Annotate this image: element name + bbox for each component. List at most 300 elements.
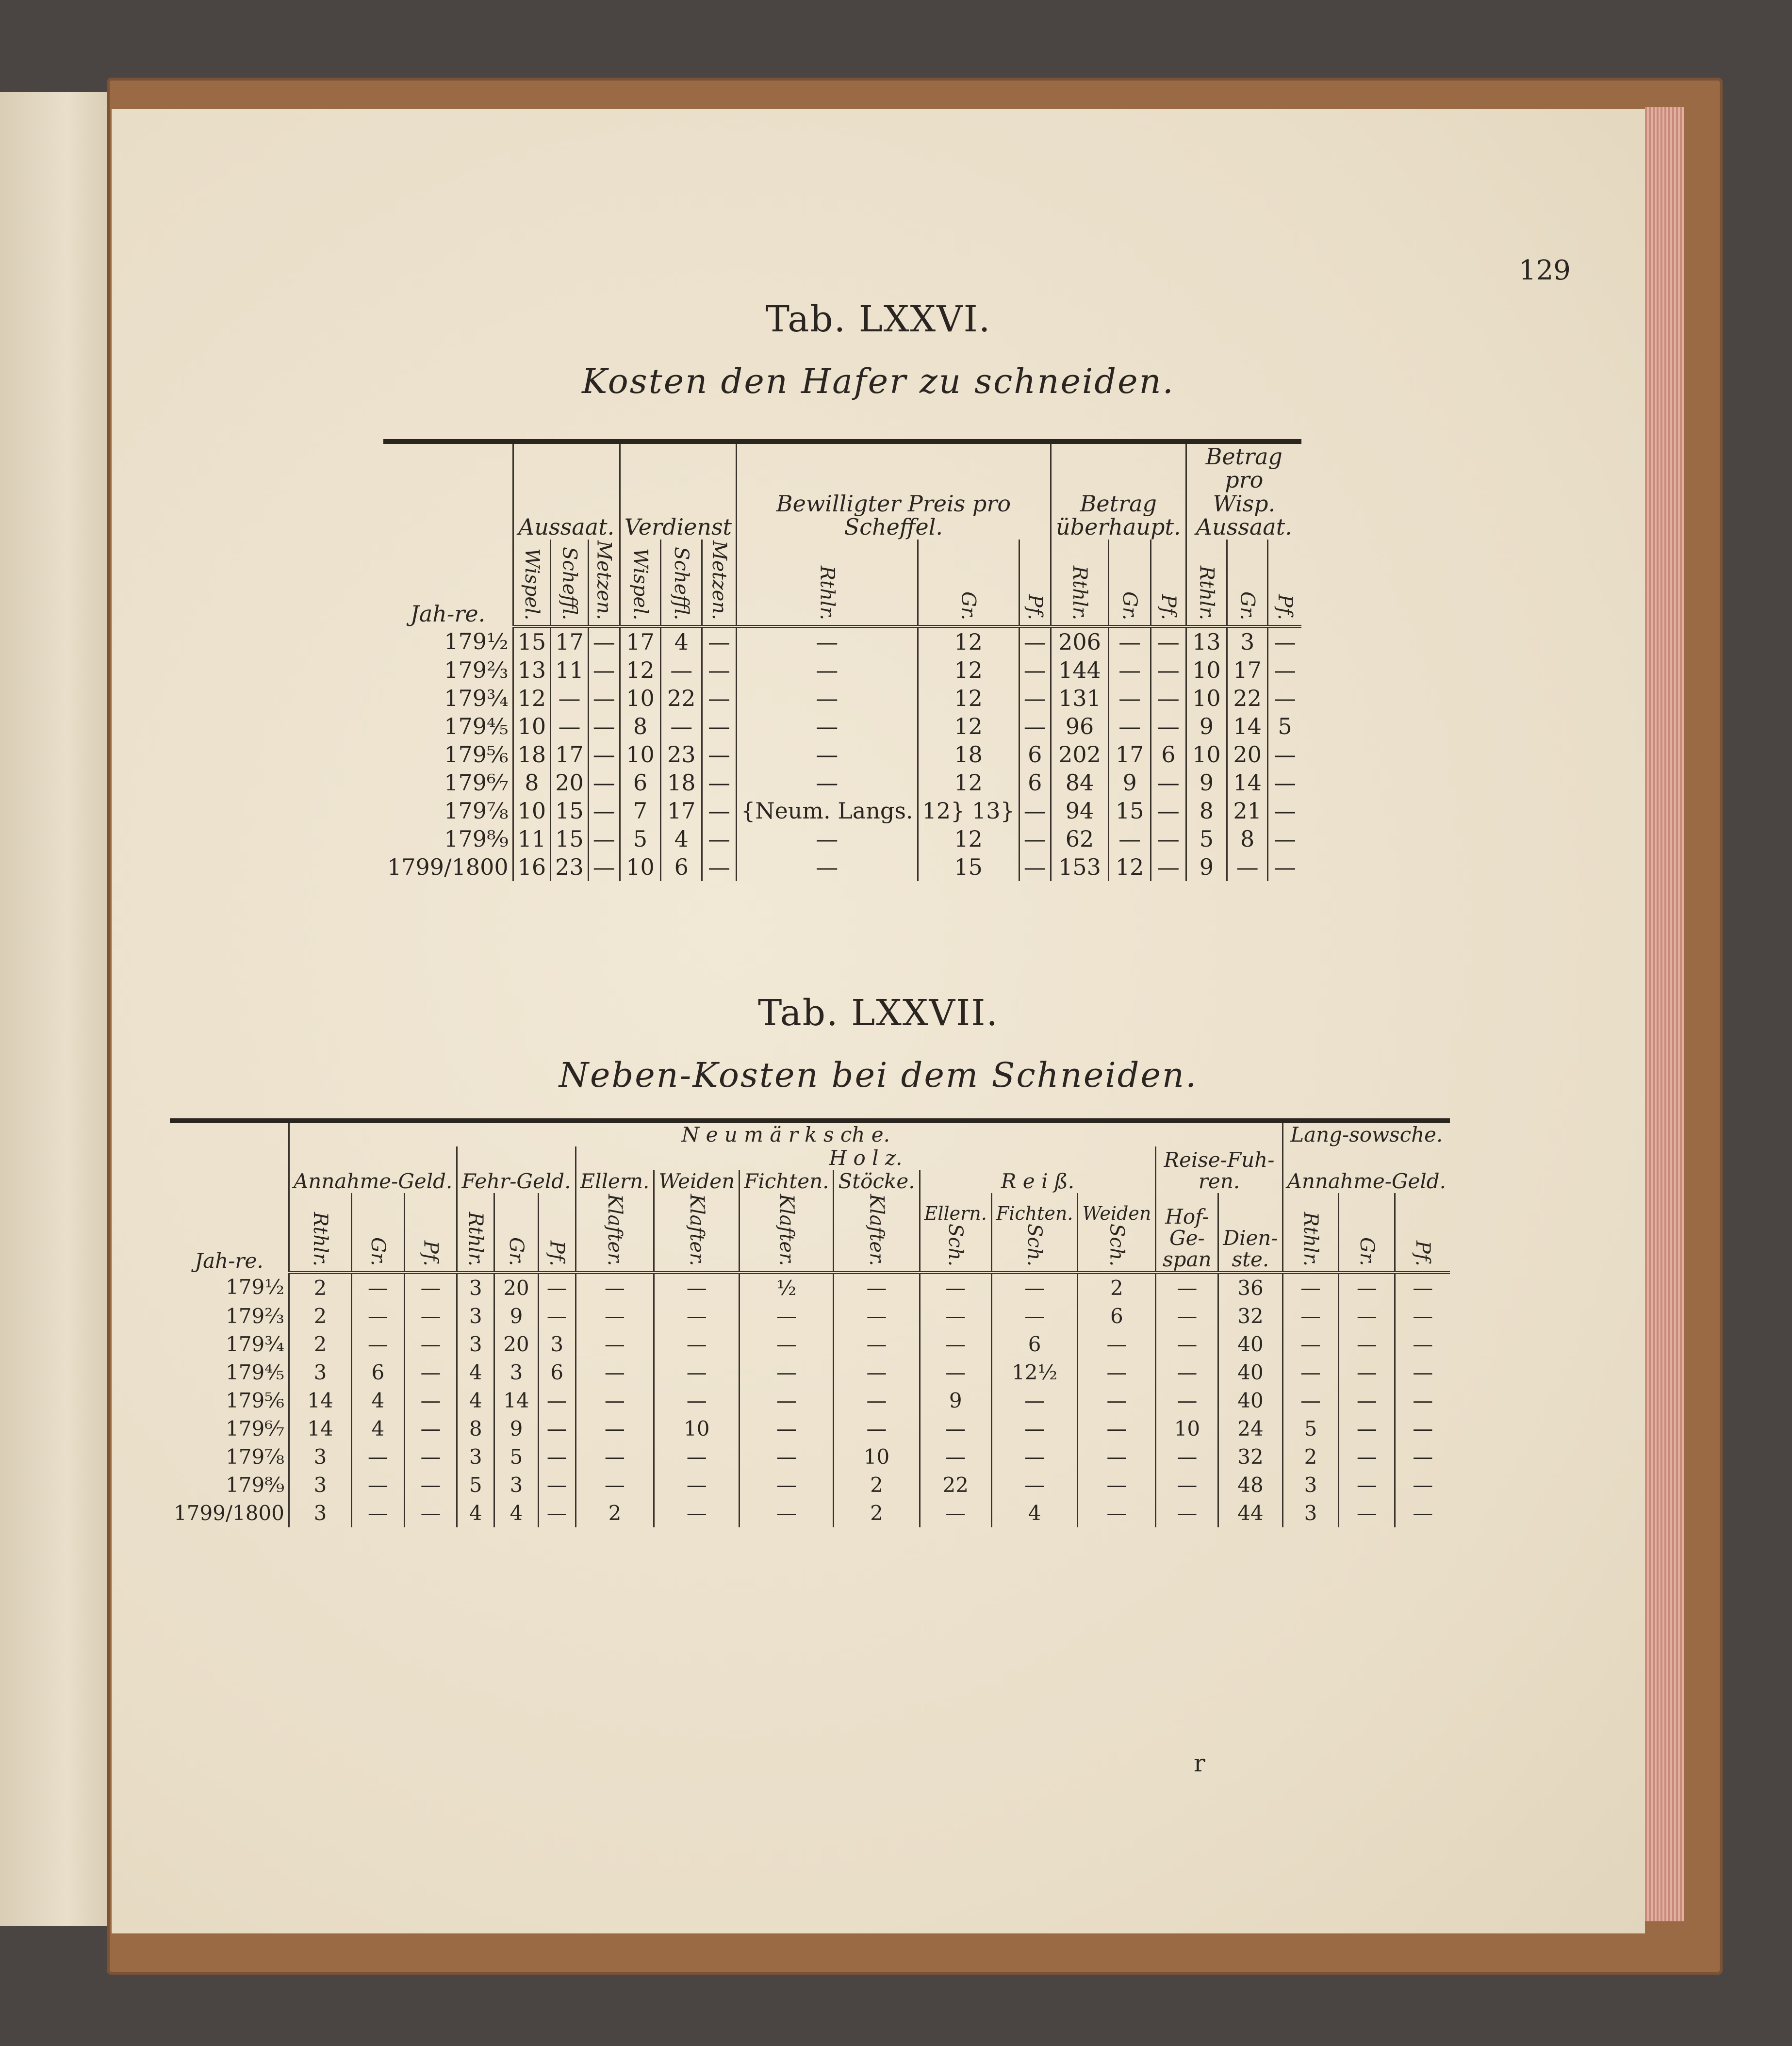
col-holz: H o l z. <box>575 1146 1156 1170</box>
value-cell: — <box>702 740 737 769</box>
value-cell: 12 <box>918 825 1019 853</box>
value-cell: — <box>1395 1499 1450 1527</box>
col-hofgespan: Hof-Ge-span <box>1156 1193 1218 1273</box>
table-row <box>170 1359 1450 1387</box>
value-cell: — <box>1078 1330 1156 1359</box>
value-cell: — <box>1151 797 1186 825</box>
value-cell: — <box>991 1273 1078 1302</box>
value-cell: — <box>920 1443 991 1471</box>
value-cell: 131 <box>1051 684 1109 712</box>
value-cell: 3 <box>289 1471 351 1499</box>
value-cell: 48 <box>1218 1471 1282 1499</box>
value-cell: — <box>702 626 737 656</box>
subheader-cell: Gr. <box>352 1193 405 1273</box>
value-cell: 15 <box>551 797 589 825</box>
value-cell: 12 <box>918 684 1019 712</box>
table2-subtitle: Neben-Kosten bei dem Schneiden. <box>559 1055 1198 1095</box>
value-cell: — <box>1078 1387 1156 1415</box>
col-ellern: Ellern. <box>575 1170 654 1193</box>
value-cell: — <box>920 1302 991 1330</box>
subheader-cell: Fichten. Sch. <box>991 1193 1078 1273</box>
value-cell: 14 <box>1227 769 1268 797</box>
value-cell: — <box>551 712 589 740</box>
value-cell: — <box>654 1471 740 1499</box>
subheader-cell: Scheffl. <box>661 540 702 626</box>
value-cell: — <box>654 1387 740 1415</box>
subheader-cell: Klafter. <box>654 1193 740 1273</box>
subheader-cell: Metzen. <box>702 540 737 626</box>
year-cell: 179½ <box>226 1275 284 1299</box>
value-cell: — <box>737 684 918 712</box>
value-cell: — <box>575 1387 654 1415</box>
value-cell: — <box>991 1471 1078 1499</box>
value-cell: 32 <box>1218 1302 1282 1330</box>
year-cell: 179¾ <box>444 685 509 712</box>
col-langs-annahme: Annahme-Geld. <box>1282 1146 1450 1193</box>
value-cell: — <box>737 626 918 656</box>
page-number: 129 <box>1519 255 1571 286</box>
value-cell: — <box>1109 626 1151 656</box>
value-cell: 12 <box>513 684 551 712</box>
value-cell: 8 <box>620 712 661 740</box>
year-cell: 179⅘ <box>226 1360 284 1384</box>
value-cell: — <box>654 1499 740 1527</box>
value-cell: 10 <box>620 684 661 712</box>
value-cell: — <box>702 684 737 712</box>
subheader-cell: Pf. <box>404 1193 457 1273</box>
value-cell: 4 <box>661 626 702 656</box>
table1-title: Tab. LXXVI. <box>765 298 991 340</box>
value-cell: 3 <box>1227 626 1268 656</box>
value-cell: — <box>1395 1330 1450 1359</box>
subheader-cell: Rthlr. <box>457 1193 494 1273</box>
value-cell: 94 <box>1051 797 1109 825</box>
value-cell: 5 <box>494 1443 538 1471</box>
value-cell: 3 <box>289 1359 351 1387</box>
subheader-cell: Klafter. <box>740 1193 834 1273</box>
reiss-sub-label: Fichten. <box>996 1202 1073 1224</box>
col-reiss: R e i ß. <box>920 1170 1156 1193</box>
value-cell: — <box>1339 1415 1395 1443</box>
value-cell: 10 <box>1186 684 1227 712</box>
value-cell: — <box>1268 853 1301 881</box>
value-cell: 11 <box>513 825 551 853</box>
value-cell: — <box>1151 712 1186 740</box>
value-cell: 6 <box>661 853 702 881</box>
value-cell: 7 <box>620 797 661 825</box>
value-cell: — <box>1282 1387 1339 1415</box>
value-cell: — <box>1395 1359 1450 1387</box>
value-cell: — <box>1019 797 1051 825</box>
table-row <box>170 1273 1450 1302</box>
value-cell: 9 <box>1186 712 1227 740</box>
year-cell: 179⁸⁄₉ <box>226 1473 284 1497</box>
table-row <box>170 1330 1450 1359</box>
value-cell: 36 <box>1218 1273 1282 1302</box>
table-row <box>383 684 1301 712</box>
value-cell: — <box>834 1415 920 1443</box>
value-cell: 153 <box>1051 853 1109 881</box>
subheader-cell: Pf. <box>1268 540 1301 626</box>
value-cell: — <box>702 853 737 881</box>
value-cell: — <box>1151 853 1186 881</box>
value-cell: — <box>1019 684 1051 712</box>
value-cell: 3 <box>457 1330 494 1359</box>
value-cell: 12 <box>918 769 1019 797</box>
value-cell: — <box>575 1359 654 1387</box>
subheader-cell: Pf. <box>1395 1193 1450 1273</box>
value-cell: 3 <box>1282 1499 1339 1527</box>
value-cell: 17 <box>551 740 589 769</box>
value-cell: 20 <box>494 1330 538 1359</box>
value-cell: — <box>588 769 620 797</box>
subheader-cell: Weiden Sch. <box>1078 1193 1156 1273</box>
subheader-cell: Pf. <box>538 1193 575 1273</box>
value-cell: — <box>575 1471 654 1499</box>
value-cell: — <box>1395 1273 1450 1302</box>
value-cell: — <box>737 825 918 853</box>
value-cell: 6 <box>620 769 661 797</box>
value-cell: 10 <box>1156 1415 1218 1443</box>
value-cell: 3 <box>457 1302 494 1330</box>
year-cell: 179¾ <box>226 1332 284 1356</box>
value-cell: — <box>1282 1302 1339 1330</box>
value-cell: — <box>920 1273 991 1302</box>
value-cell: — <box>1268 626 1301 656</box>
value-cell: — <box>1339 1471 1395 1499</box>
value-cell: 14 <box>1227 712 1268 740</box>
value-cell: 14 <box>289 1387 351 1415</box>
year-cell: 179⅞ <box>226 1444 284 1469</box>
value-cell: — <box>740 1471 834 1499</box>
value-cell: 4 <box>352 1387 405 1415</box>
value-cell: 3 <box>457 1443 494 1471</box>
year-cell: 179⅞ <box>444 798 509 824</box>
value-cell: 8 <box>1186 797 1227 825</box>
value-cell: — <box>352 1443 405 1471</box>
value-cell: — <box>740 1499 834 1527</box>
year-cell: 179⁶⁄₇ <box>444 769 509 796</box>
value-cell: — <box>834 1302 920 1330</box>
value-cell: — <box>404 1359 457 1387</box>
col-langsowsche: Lang-sowsche. <box>1282 1121 1450 1146</box>
value-cell: — <box>1395 1471 1450 1499</box>
value-cell: 144 <box>1051 656 1109 684</box>
subheader-cell: Klafter. <box>575 1193 654 1273</box>
table-row <box>383 656 1301 684</box>
value-cell: — <box>654 1359 740 1387</box>
value-cell: 18 <box>661 769 702 797</box>
value-cell: 10 <box>513 712 551 740</box>
value-cell: 206 <box>1051 626 1109 656</box>
value-cell: 10 <box>620 740 661 769</box>
table-row <box>170 1302 1450 1330</box>
value-cell: — <box>1151 626 1186 656</box>
value-cell: — <box>1151 684 1186 712</box>
value-cell: 20 <box>551 769 589 797</box>
col-fehr: Fehr-Geld. <box>457 1146 575 1193</box>
value-cell: 8 <box>457 1415 494 1443</box>
year-cell: 1799/1800 <box>174 1501 284 1525</box>
table-row <box>170 1415 1450 1443</box>
value-cell: 6 <box>1078 1302 1156 1330</box>
value-cell: — <box>1109 712 1151 740</box>
value-cell: 17 <box>661 797 702 825</box>
value-cell: 6 <box>1019 769 1051 797</box>
value-cell: — <box>661 656 702 684</box>
value-cell: 2 <box>289 1302 351 1330</box>
value-cell: 3 <box>538 1330 575 1359</box>
value-cell: — <box>538 1443 575 1471</box>
value-cell: 6 <box>1019 740 1051 769</box>
value-cell: — <box>1395 1302 1450 1330</box>
value-cell: 3 <box>289 1443 351 1471</box>
value-cell: — <box>538 1471 575 1499</box>
value-cell: — <box>575 1415 654 1443</box>
year-cell: 179⅔ <box>226 1304 284 1328</box>
value-cell: 18 <box>513 740 551 769</box>
year-cell: 179⅘ <box>444 713 509 740</box>
value-cell: 12 <box>918 626 1019 656</box>
value-cell: 40 <box>1218 1387 1282 1415</box>
col-jahre: Jah-re. <box>170 1121 289 1273</box>
value-cell: — <box>1156 1443 1218 1471</box>
value-cell: 5 <box>1186 825 1227 853</box>
subheader-cell: Pf. <box>1151 540 1186 626</box>
value-cell: — <box>920 1330 991 1359</box>
value-cell: 13 <box>1186 626 1227 656</box>
col-annahme: Annahme-Geld. <box>289 1146 457 1193</box>
value-cell: 10 <box>1186 740 1227 769</box>
value-cell: 4 <box>352 1415 405 1443</box>
value-cell: — <box>1156 1387 1218 1415</box>
page-edges <box>1645 107 1684 1921</box>
value-cell: 5 <box>1282 1415 1339 1443</box>
value-cell: — <box>588 740 620 769</box>
right-page <box>112 109 1645 1933</box>
value-cell: 17 <box>620 626 661 656</box>
value-cell: 9 <box>1109 769 1151 797</box>
subheader-cell: Rthlr. <box>289 1193 351 1273</box>
value-cell: — <box>1339 1330 1395 1359</box>
value-cell: 4 <box>661 825 702 853</box>
subheader-cell: Scheffl. <box>551 540 589 626</box>
value-cell: — <box>1019 626 1051 656</box>
value-cell: — <box>737 712 918 740</box>
value-cell: — <box>991 1415 1078 1443</box>
value-cell: 13 <box>513 656 551 684</box>
table-row <box>383 769 1301 797</box>
value-cell: — <box>538 1415 575 1443</box>
subheader-cell: Rthlr. <box>737 540 918 626</box>
value-cell: 23 <box>661 740 702 769</box>
value-cell: — <box>1078 1359 1156 1387</box>
value-cell: — <box>1268 825 1301 853</box>
value-cell: — <box>588 825 620 853</box>
reiss-sub-label: Ellern. <box>924 1202 987 1224</box>
value-cell: — <box>538 1273 575 1302</box>
value-cell: — <box>654 1443 740 1471</box>
col-preis: Bewilligter Preis pro Scheffel. <box>737 442 1051 540</box>
year-cell: 179⅔ <box>444 657 509 684</box>
value-cell: 84 <box>1051 769 1109 797</box>
table2-title: Tab. LXXVII. <box>757 992 999 1034</box>
value-cell: — <box>654 1330 740 1359</box>
subheader-cell: Gr. <box>494 1193 538 1273</box>
value-cell: — <box>1395 1387 1450 1415</box>
col-verdienst: Verdienst <box>620 442 736 540</box>
value-cell: — <box>1109 825 1151 853</box>
value-cell: — <box>991 1302 1078 1330</box>
value-cell: — <box>404 1415 457 1443</box>
value-cell: — <box>1395 1415 1450 1443</box>
subheader-cell: Rthlr. <box>1186 540 1227 626</box>
value-cell: — <box>404 1443 457 1471</box>
value-cell: 20 <box>1227 740 1268 769</box>
value-cell: — <box>588 626 620 656</box>
value-cell: 17 <box>1109 740 1151 769</box>
value-cell: 22 <box>661 684 702 712</box>
value-cell: — <box>702 712 737 740</box>
value-cell: — <box>404 1471 457 1499</box>
value-cell: — <box>702 656 737 684</box>
value-cell: 3 <box>1282 1471 1339 1499</box>
value-cell: — <box>702 797 737 825</box>
value-cell: 2 <box>834 1471 920 1499</box>
table-row <box>170 1387 1450 1415</box>
value-cell: 62 <box>1051 825 1109 853</box>
col-reisefuhren: Reise-Fuh-ren. <box>1156 1146 1282 1193</box>
value-cell: — <box>1282 1330 1339 1359</box>
value-cell: 5 <box>457 1471 494 1499</box>
table-row <box>170 1443 1450 1471</box>
value-cell: — <box>352 1330 405 1359</box>
value-cell: 10 <box>513 797 551 825</box>
value-cell: — <box>1151 656 1186 684</box>
value-cell: 40 <box>1218 1359 1282 1387</box>
value-cell: 5 <box>1268 712 1301 740</box>
value-cell: — <box>352 1302 405 1330</box>
value-cell: 8 <box>513 769 551 797</box>
value-cell: — <box>1268 740 1301 769</box>
col-stoecke: Stöcke. <box>834 1170 920 1193</box>
value-cell: — <box>588 797 620 825</box>
value-cell: — <box>551 684 589 712</box>
value-cell: — <box>538 1499 575 1527</box>
value-cell: — <box>834 1387 920 1415</box>
col-fichten: Fichten. <box>740 1170 834 1193</box>
value-cell: 22 <box>1227 684 1268 712</box>
value-cell: — <box>1282 1359 1339 1387</box>
value-cell: 9 <box>494 1415 538 1443</box>
value-cell: — <box>404 1387 457 1415</box>
value-cell: 6 <box>538 1359 575 1387</box>
value-cell: — <box>834 1359 920 1387</box>
subheader-cell: Wispel. <box>620 540 661 626</box>
value-cell: — <box>1395 1443 1450 1471</box>
value-cell: — <box>1156 1273 1218 1302</box>
col-jahre: Jah-re. <box>383 442 513 626</box>
value-cell: — <box>1339 1302 1395 1330</box>
value-cell: — <box>1151 769 1186 797</box>
value-cell: — <box>1019 656 1051 684</box>
value-cell: 8 <box>1227 825 1268 853</box>
value-cell: 9 <box>1186 769 1227 797</box>
value-cell: 21 <box>1227 797 1268 825</box>
value-cell: 12½ <box>991 1359 1078 1387</box>
value-cell: — <box>352 1499 405 1527</box>
table-row <box>383 626 1301 656</box>
year-cell: 179½ <box>444 628 509 655</box>
value-cell: — <box>1339 1387 1395 1415</box>
value-cell: 6 <box>1151 740 1186 769</box>
value-cell: ½ <box>740 1273 834 1302</box>
value-cell: — <box>1019 853 1051 881</box>
value-cell: 16 <box>513 853 551 881</box>
table1-subtitle: Kosten den Hafer zu schneiden. <box>582 361 1175 401</box>
value-cell: 18 <box>918 740 1019 769</box>
value-cell: — <box>404 1273 457 1302</box>
value-cell: 2 <box>289 1273 351 1302</box>
value-cell: 12 <box>918 712 1019 740</box>
signature-mark: r <box>1194 1749 1205 1777</box>
value-cell: — <box>588 853 620 881</box>
value-cell: 2 <box>575 1499 654 1527</box>
value-cell: — <box>834 1273 920 1302</box>
value-cell: — <box>920 1415 991 1443</box>
value-cell: 15 <box>918 853 1019 881</box>
value-cell: 12 <box>1109 853 1151 881</box>
value-cell: — <box>1282 1273 1339 1302</box>
subheader-cell: Ellern. Sch. <box>920 1193 991 1273</box>
value-cell: 12} 13} <box>918 797 1019 825</box>
table-row <box>383 740 1301 769</box>
left-page <box>0 92 112 1926</box>
value-cell: — <box>1078 1443 1156 1471</box>
value-cell: — <box>538 1387 575 1415</box>
year-cell: 179⅚ <box>444 741 509 768</box>
col-betrag-wisp: Betrag pro Wisp. Aussaat. <box>1186 442 1301 540</box>
col-betrag: Betrag überhaupt. <box>1051 442 1186 540</box>
value-cell: 2 <box>1282 1443 1339 1471</box>
value-cell: — <box>740 1443 834 1471</box>
value-cell: 3 <box>494 1471 538 1499</box>
value-cell: 9 <box>494 1302 538 1330</box>
value-cell: — <box>1109 656 1151 684</box>
value-cell: 17 <box>551 626 589 656</box>
table-row <box>170 1471 1450 1499</box>
value-cell: — <box>588 684 620 712</box>
value-cell: 20 <box>494 1273 538 1302</box>
value-cell: — <box>352 1471 405 1499</box>
value-cell: 15 <box>551 825 589 853</box>
value-cell: — <box>588 656 620 684</box>
subheader-cell: Gr. <box>918 540 1019 626</box>
value-cell: 4 <box>457 1499 494 1527</box>
subheader-cell: Rthlr. <box>1282 1193 1339 1273</box>
value-cell: — <box>737 740 918 769</box>
value-cell: — <box>661 712 702 740</box>
value-cell: — <box>1268 769 1301 797</box>
subheader-cell: Rthlr. <box>1051 540 1109 626</box>
value-cell: 15 <box>513 626 551 656</box>
value-cell: 3 <box>494 1359 538 1387</box>
value-cell: {Neum. Langs. <box>737 797 918 825</box>
value-cell: — <box>1156 1330 1218 1359</box>
value-cell: 12 <box>918 656 1019 684</box>
value-cell: 4 <box>457 1359 494 1387</box>
value-cell: — <box>834 1330 920 1359</box>
